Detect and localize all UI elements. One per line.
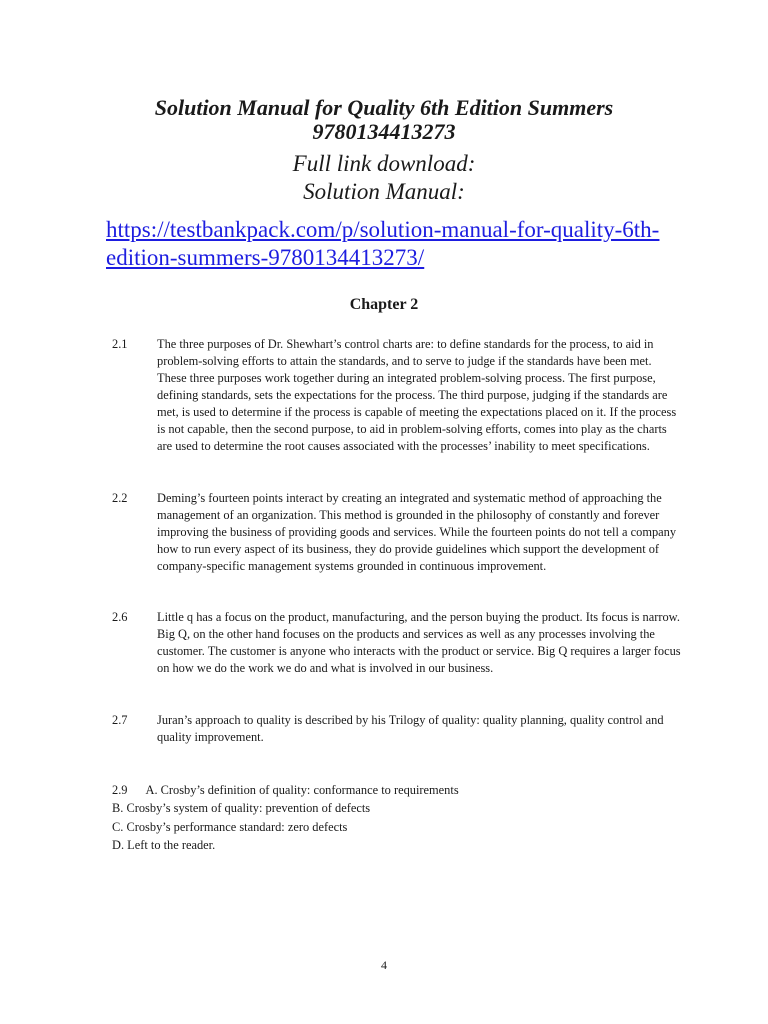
crosby-item-text: D. Left to the reader. [112, 838, 216, 852]
answer-text: Juran’s approach to quality is described by his Trilogy of quality: quality planning, quality control and quality improvement. [157, 713, 664, 744]
crosby-item-a [112, 782, 682, 799]
answer-text: The three purposes of Dr. Shewhart’s control charts are: to define standards for the process, to aid in problem-solving efforts to attain the standards, and to serve to judge if the standards have been met. These three purposes work together during an integrated problem-solving process. The first purpose, defining standards, sets the expectations for the process. The third purpose, judging if the standards are met, is used to determine if the process is capable of meeting the expectations placed on it. If the process is not capable, then the second purpose, to aid in problem-solving efforts, comes into play as the charts are used to determine the root causes associated with the processes’ inability to meet specifications. [157, 337, 677, 453]
download-link[interactable] [106, 216, 706, 272]
chapter-heading: Chapter 2 [349, 296, 419, 313]
answer-item [112, 336, 682, 455]
answer-item [112, 609, 682, 677]
answer-number: 2.2 [112, 491, 128, 505]
answer-text: Little q has a focus on the product, manufacturing, and the person buying the product. Its focus is narrow. Big Q, on the other hand focuses on the products and services as well as any processes involving the customer. The customer is anyone who interacts with the product or service. Big Q requires a larger focus on how we do the work we do and what is involved in our business. [157, 610, 681, 675]
download-link-line-2[interactable]: edition-summers-9780134413273/ [106, 245, 425, 270]
page-number: 4 [381, 958, 387, 972]
manual-label: Solution Manual: [303, 179, 465, 204]
crosby-item-text: B. Crosby’s system of quality: prevention of defects [112, 801, 371, 815]
title-block [0, 96, 768, 206]
answer-item [112, 712, 682, 746]
answer-item [112, 490, 682, 575]
document-title-line-1: Solution Manual for Quality 6th Edition Summers [154, 95, 614, 120]
answer-number: 2.1 [112, 337, 128, 351]
download-link-line-1[interactable]: https://testbankpack.com/p/solution-manual-for-quality-6th- [106, 217, 660, 242]
document-title-line-2: 9780134413273 [312, 119, 456, 144]
crosby-item-b [112, 800, 682, 817]
crosby-item-c [112, 819, 682, 836]
crosby-number: 2.9 [112, 783, 128, 797]
crosby-item-text: C. Crosby’s performance standard: zero defects [112, 820, 348, 834]
crosby-item-text: A. Crosby’s definition of quality: conformance to requirements [145, 783, 459, 797]
crosby-item-d [112, 837, 682, 854]
answer-number: 2.7 [112, 713, 128, 727]
answer-number: 2.6 [112, 610, 128, 624]
answer-text: Deming’s fourteen points interact by creating an integrated and systematic method of approaching the management of an organization. This method is grounded in the philosophy of constantly and forever improving the business of providing goods and services. While the fourteen points do not tell a company how to run every aspect of its business, they do provide guidelines which support the development of company-specific management systems grounded in continuous improvement. [157, 491, 677, 573]
download-label: Full link download: [292, 151, 476, 176]
